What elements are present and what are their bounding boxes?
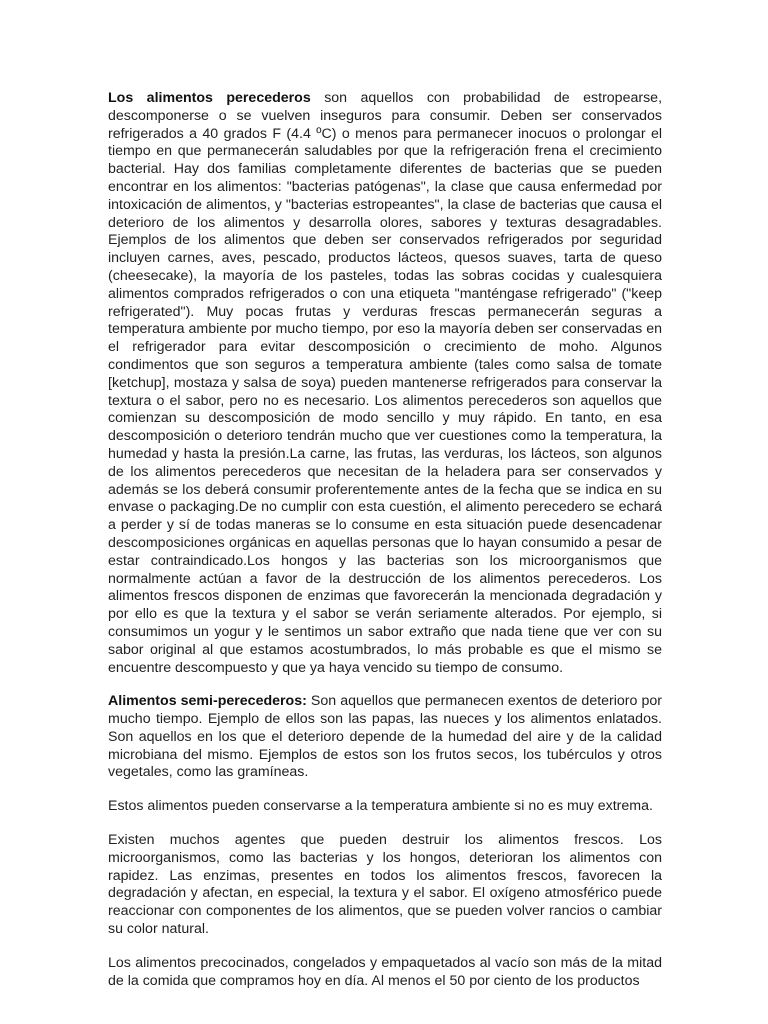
paragraph-body: Existen muchos agentes que pueden destruir los alimentos frescos. Los microorganismos, como las bacterias y los hongos, deterioran los alimentos con rapidez. Las enzimas, presentes en todos los alimentos frescos, favorecen la degradación y afectan, en especial, la textura y el sabor. El oxígeno atmosférico puede reaccionar con componentes de los alimentos, que se pueden volver rancios o cambiar su color natural. (108, 832, 662, 938)
paragraph-body: son aquellos con probabilidad de estropearse, descomponerse o se vuelven inseguros para consumir. Deben ser conservados refrigerados a 40 grados F (4.4 ºC) o menos para permanecer inocuos o prolongar el tiempo en que permanecerán saludables por que la refrigeración frena el crecimiento bacterial. Hay dos familias completamente diferentes de bacterias que se pueden encontrar en los alimentos: "bacterias patógenas", la clase que causa enfermedad por intoxicación de alimentos, y "bacterias estropeantes", la clase de bacterias que causa el deterioro de los alimentos y desarrolla olores, sabores y texturas desagradables. Ejemplos de los alimentos que deben ser conservados refrigerados por seguridad incluyen carnes, aves, pescado, productos lácteos, quesos suaves, tarta de queso (cheesecake), la mayoría de los pasteles, todas las sobras cocidas y cualesquiera alimentos comprados refrigerados o con una etiqueta "manténgase refrigerado" ("keep refrigerated"). Muy pocas frutas y verduras frescas permanecerán seguras a temperatura ambiente por mucho tiempo, por eso la mayoría deben ser conservadas en el refrigerador para evitar descomposición o crecimiento de moho. Algunos condimentos que son seguros a temperatura ambiente (tales como salsa de tomate [ketchup], mostaza y salsa de soya) pueden mantenerse refrigerados para conservar la textura o el sabor, pero no es necesario. Los alimentos perecederos son aquellos que comienzan su descomposición de modo sencillo y muy rápido. En tanto, en esa descomposición o deterioro tendrán mucho que ver cuestiones como la temperatura, la humedad y hasta la presión.La carne, las frutas, las verduras, los lácteos, son algunos de los alimentos perecederos que necesitan de la heladera para ser conservados y además se los deberá consumir proferentemente antes de la fecha que se indica en su envase o packaging.De no cumplir con esta cuestión, el alimento perecedero se echará a perder y sí de todas maneras se lo consume en esta situación puede desencadenar descomposiciones orgánicas en aquellas personas que lo hayan consumido a pesar de estar contraindicado.Los hongos y las bacterias son los microorganismos que normalmente actúan a favor de la destrucción de los alimentos perecederos. Los alimentos frescos disponen de enzimas que favorecerán la mencionada degradación y por ello es que la textura y el sabor se verán seriamente alterados. Por ejemplo, si consumimos un yogur y le sentimos un sabor extraño que nada tiene que ver con su sabor original al que estamos acostumbrados, lo más probable es que el mismo se encuentre descompuesto y que ya haya vencido su tiempo de consumo. (108, 90, 663, 676)
paragraph-lead: Alimentos semi-perecederos: (108, 693, 307, 710)
paragraph-semi-perecederos (108, 693, 662, 782)
paragraph-temperatura (108, 798, 662, 816)
paragraph-body: Los alimentos precocinados, congelados y empaquetados al vacío son más de la mitad de la comida que compramos hoy en día. Al menos el 50 por ciento de los productos (108, 954, 662, 989)
paragraph-lead: Los alimentos perecederos (108, 90, 311, 106)
paragraph-perecederos (108, 90, 662, 677)
paragraph-body: Son aquellos que permanecen exentos de deterioro por mucho tiempo. Ejemplo de ellos son las papas, las nueces y los alimentos enlatados. Son aquellos en los que el deterioro depende de la humedad del aire y de la calidad microbiana del mismo. Ejemplos de estos son los frutos secos, los tubérculos y otros vegetales, como las gramíneas. (108, 693, 662, 781)
paragraph-body: Estos alimentos pueden conservarse a la temperatura ambiente si no es muy extrema. (108, 798, 653, 815)
paragraph-precocinados (108, 955, 662, 991)
paragraph-agentes (108, 832, 662, 939)
